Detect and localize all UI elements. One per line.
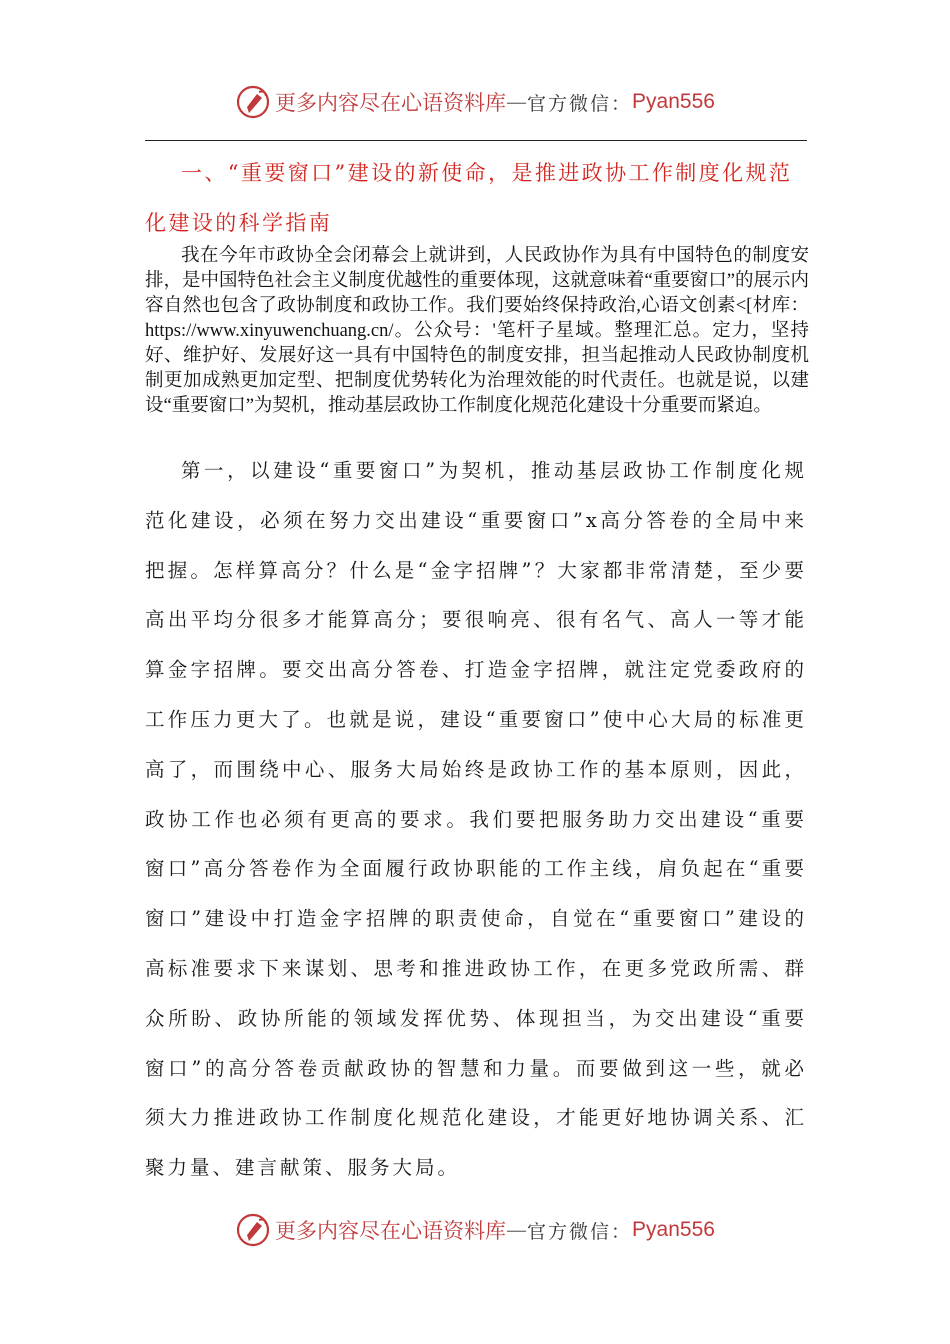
pen-nib-logo-icon [235,1212,271,1248]
banner-separator: — [506,90,528,114]
wechat-id: Pyan556 [632,90,715,113]
wechat-id: Pyan556 [632,1218,715,1241]
section-heading: 一、“重要窗口”建设的新使命，是推进政协工作制度化规范化建设的科学指南 [145,161,793,235]
site-name: 更多内容尽在心语资料库 [275,1219,507,1243]
wechat-label: 官方微信： [527,1220,633,1243]
header-banner [0,80,950,124]
body-paragraph-2: 第一，以建设“重要窗口”为契机，推动基层政协工作制度化规范化建设，必须在努力交出建设“重要窗口”x高分答卷的全局中来把握。怎样算高分？什么是“金字招牌”？大家都非常清楚，至少要高出平均分很多才能算高分；要很响亮、很有名气、高人一等才能算金字招牌。要交出高分答卷、打造金字招牌，就注定党委政府的工作压力更大了。也就是说，建设“重要窗口”使中心大局的标准更高了，而围绕中心、服务大局始终是政协工作的基本原则，因此，政协工作也必须有更高的要求。我们要把服务助力交出建设“重要窗口”高分答卷作为全面履行政协职能的工作主线，肩负起在“重要窗口”建设中打造金字招牌的职责使命，自觉在“重要窗口”建设的高标准要求下来谋划、思考和推进政协工作，在更多党政所需、群众所盼、政协所能的领域发挥优势、体现担当，为交出建设“重要窗口”的高分答卷贡献政协的智慧和力量。而要做到这一些，就必须大力推进政协工作制度化规范化建设，才能更好地协调关系、汇聚力量、建言献策、服务大局。 [145,459,807,1180]
body-paragraph-1: 我在今年市政协全会闭幕会上就讲到，人民政协作为具有中国特色的制度安排，是中国特色社会主义制度优越性的重要体现，这就意味着“重要窗口”的展示内容自然也包含了政协制度和政协工作。我们要始终保持政治,心语文创素<[材库：https://www.xinyuwenchuang.cn/。公众号：'笔杆子星域。整理汇总。定力，坚持好、维护好、发展好这一具有中国特色的制度安排，担当起推动人民政协制度机制更加成熟更加定型、把制度优势转化为治理效能的时代责任。也就是说，以建设“重要窗口”为契机，推动基层政协工作制度化规范化建设十分重要而紧迫。 [145,246,809,416]
pen-nib-logo-icon [235,84,271,120]
header-divider [145,140,807,141]
banner-separator: — [506,1218,528,1242]
site-name: 更多内容尽在心语资料库 [275,91,507,115]
footer-banner [0,1208,950,1252]
wechat-label: 官方微信： [527,92,633,115]
